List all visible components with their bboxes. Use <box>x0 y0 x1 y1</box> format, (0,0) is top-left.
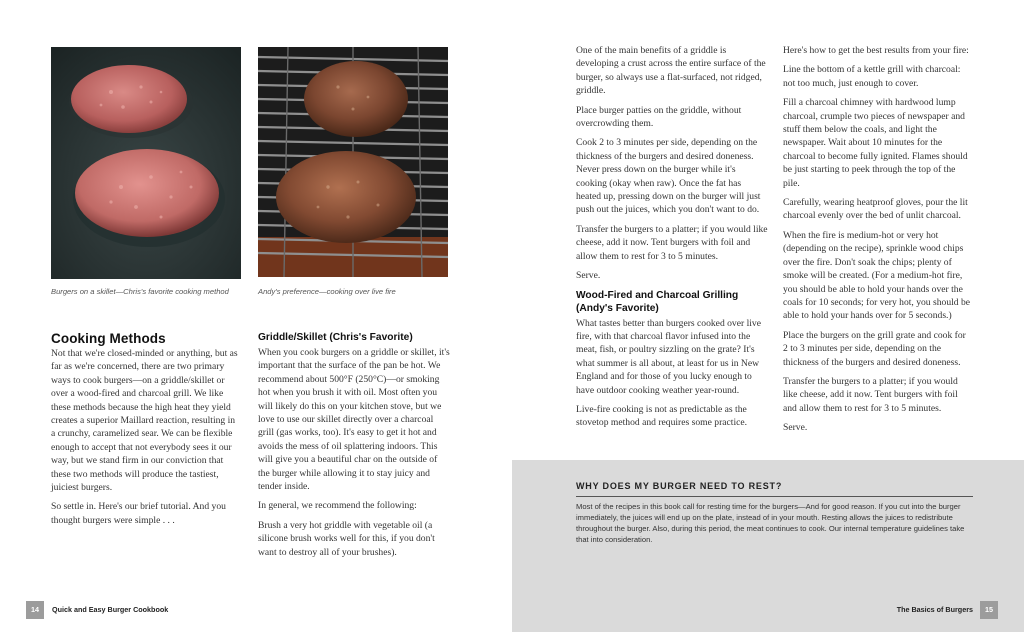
griddle-continued-paragraph: Transfer the burgers to a platter; if you would like cheese, add it now. Tent burgers with foil and allow them to rest for 3 to 5 minutes. <box>576 223 768 262</box>
right-column-two <box>783 44 973 441</box>
photo-burgers-on-skillet <box>51 47 241 279</box>
cooking-methods-paragraph: So settle in. Here's our brief tutorial. And you thought burgers were simple . . . <box>51 501 226 526</box>
photo-burgers-on-grill <box>258 47 448 277</box>
grilling-step-paragraph: Here's how to get the best results from your fire: <box>783 45 969 56</box>
grilling-step-paragraph: When the fire is medium-hot or very hot (depending on the recipe), sprinkle wood chips over the fire. Don't soak the chips; plenty of smoke will be created. (For a medium-hot fire, you should be able to hold your hands over the coals for 10 seconds; for very hot, you should be able to hold your hands over for 5 seconds.) <box>783 229 971 322</box>
grilling-step-paragraph: Place the burgers on the grill grate and cook for 2 to 3 minutes per side, depending on the thickness of the burgers and desired doneness. <box>783 329 966 368</box>
cooking-methods-paragraph: Not that we're closed-minded or anything, but as far as we're concerned, there are two primary ways to cook burgers—on a griddle/skillet or over a wood-fired and charcoal grill. We like these methods because the high heat they yield creates a superior Maillard reaction, resulting in a crunchy, caramelized sear. We can be flexible enough to accept that not everybody sees it our way, but we stand firm in our conviction that these two methods will produce the tastiest, juiciest burgers. <box>51 348 238 494</box>
photo-caption-grill: Andy's preference—cooking over live fire <box>258 287 396 296</box>
griddle-continued-paragraph: Serve. <box>576 270 601 282</box>
griddle-paragraph: In general, we recommend the following: <box>258 500 417 512</box>
grilling-step-paragraph: Serve. <box>783 422 808 434</box>
left-page-number: 14 <box>26 601 44 619</box>
skillet-burger-photo <box>51 47 241 279</box>
wood-fired-heading: Wood-Fired and Charcoal Grilling (Andy's Favorite) <box>576 289 739 314</box>
griddle-paragraph: Brush a very hot griddle with vegetable oil (a silicone brush works well for this, if you don't want to destroy all of your brushes). <box>258 519 435 558</box>
cooking-methods-section <box>51 331 241 533</box>
griddle-continued-paragraph: One of the main benefits of a griddle is developing a crust across the entire surface of the burger, so always use a flat-surfaced, not ridged, griddle. <box>576 45 766 97</box>
cooking-methods-heading: Cooking Methods <box>51 331 166 346</box>
griddle-continued-paragraph: Cook 2 to 3 minutes per side, depending on the thickness of the burgers and desired doneness. Never press down on the burger while it's cooking (okay when raw). Once the fat has heated up, pressing down on the burger will just push out the juices, which you don't want to do. <box>576 137 761 216</box>
grilling-step-paragraph: Line the bottom of a kettle grill with charcoal: not too much, just enough to cover. <box>783 64 961 89</box>
wood-fired-paragraph: What tastes better than burgers cooked over live fire, with that charcoal flavor infused into the meat, fish, or poultry sizzling on the grate? It's what summer is all about, at least for us in New England and for those of you lucky enough to have outdoor cooking weather year-round. <box>576 317 761 396</box>
griddle-section <box>258 331 450 565</box>
grilling-step-paragraph: Transfer the burgers to a platter; if you would like cheese, add it now. Tent burgers with foil and allow them to rest for 3 to 5 minutes. <box>783 375 958 414</box>
griddle-body <box>258 346 450 559</box>
right-column-one <box>576 44 768 436</box>
right-running-footer: The Basics of Burgers <box>896 605 973 614</box>
sidebar-divider <box>576 496 973 497</box>
wood-fired-paragraph: Live-fire cooking is not as predictable as the stovetop method and requires some practice. <box>576 403 748 429</box>
grill-burger-photo <box>258 47 448 277</box>
griddle-continued-paragraph: Place burger patties on the griddle, without overcrowding them. <box>576 104 742 130</box>
griddle-heading: Griddle/Skillet (Chris's Favorite) <box>258 332 413 343</box>
grilling-step-paragraph: Fill a charcoal chimney with hardwood lump charcoal, crumple two pieces of newspaper and stuff them below the coals, and light the newspaper. Wait about 10 minutes for the charcoal to become fully ignited. Flames should be just starting to peek through the top of the pile. <box>783 97 968 189</box>
right-page-number: 15 <box>980 601 998 619</box>
grilling-step-paragraph: Carefully, wearing heatproof gloves, pour the lit charcoal evenly over the bed of unlit charcoal. <box>783 197 968 222</box>
griddle-paragraph: When you cook burgers on a griddle or skillet, it's important that the surface of the pan be hot. We recommend about 500°F (250°C)—or smoking hot when you brush it with oil. Most often you will likely do this on your kitchen stove, but we love to use our skillet directly over a charcoal grill (gas works, too). It's easy to get it hot and avoids the mess of oil splattering indoors. This will give you a beautiful char on the outside of the burger while allowing it to stay juicy and tender inside. <box>258 347 450 493</box>
sidebar-body: Most of the recipes in this book call for resting time for the burgers—And for good reason. If you cut into the burger immediately, the juices will end up on the plate, instead of in your mouth. Resting allows the juices to redistribute throughout the burger. Also, during this period, the meat continues to cook. Our internal temperature guidelines take that into consideration. <box>576 502 965 544</box>
photo-caption-skillet: Burgers on a skillet—Chris's favorite cooking method <box>51 287 229 296</box>
sidebar-title: WHY DOES MY BURGER NEED TO REST? <box>576 481 783 491</box>
cooking-methods-body <box>51 347 241 527</box>
left-running-footer: Quick and Easy Burger Cookbook <box>52 605 169 614</box>
